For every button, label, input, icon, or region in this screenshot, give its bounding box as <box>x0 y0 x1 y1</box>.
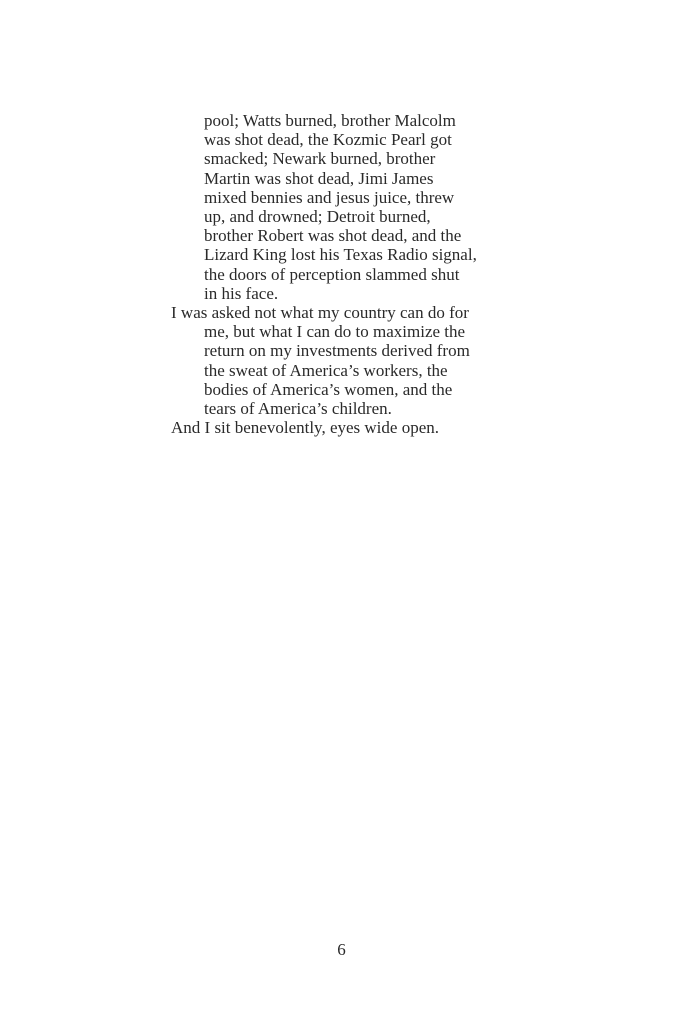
poem-line: brother Robert was shot dead, and the <box>204 226 462 246</box>
poem-line: Lizard King lost his Texas Radio signal, <box>204 245 477 265</box>
poem-line: smacked; Newark burned, brother <box>204 149 436 169</box>
poem-line: the sweat of America’s workers, the <box>204 360 448 380</box>
poem-final-line: And I sit benevolently, eyes wide open. <box>171 418 439 438</box>
page-number: 6 <box>337 940 346 959</box>
poem-line: up, and drowned; Detroit burned, <box>204 207 431 227</box>
poem-line: me, but what I can do to maximize the <box>204 322 466 342</box>
poem-line: return on my investments derived from <box>204 341 470 361</box>
poem-line: the doors of perception slammed shut <box>204 264 460 284</box>
poem-line: Martin was shot dead, Jimi James <box>204 168 434 188</box>
poem-line: bodies of America’s women, and the <box>204 379 453 399</box>
poem-line: tears of America’s children. <box>204 399 392 419</box>
poem-text <box>171 111 511 437</box>
poem-line: mixed bennies and jesus juice, threw <box>204 187 455 207</box>
poem-line: was shot dead, the Kozmic Pearl got <box>204 130 452 150</box>
poem-line-first: I was asked not what my country can do for <box>171 303 469 323</box>
poem-line: in his face. <box>204 283 279 303</box>
poem-line: pool; Watts burned, brother Malcolm <box>204 111 456 130</box>
